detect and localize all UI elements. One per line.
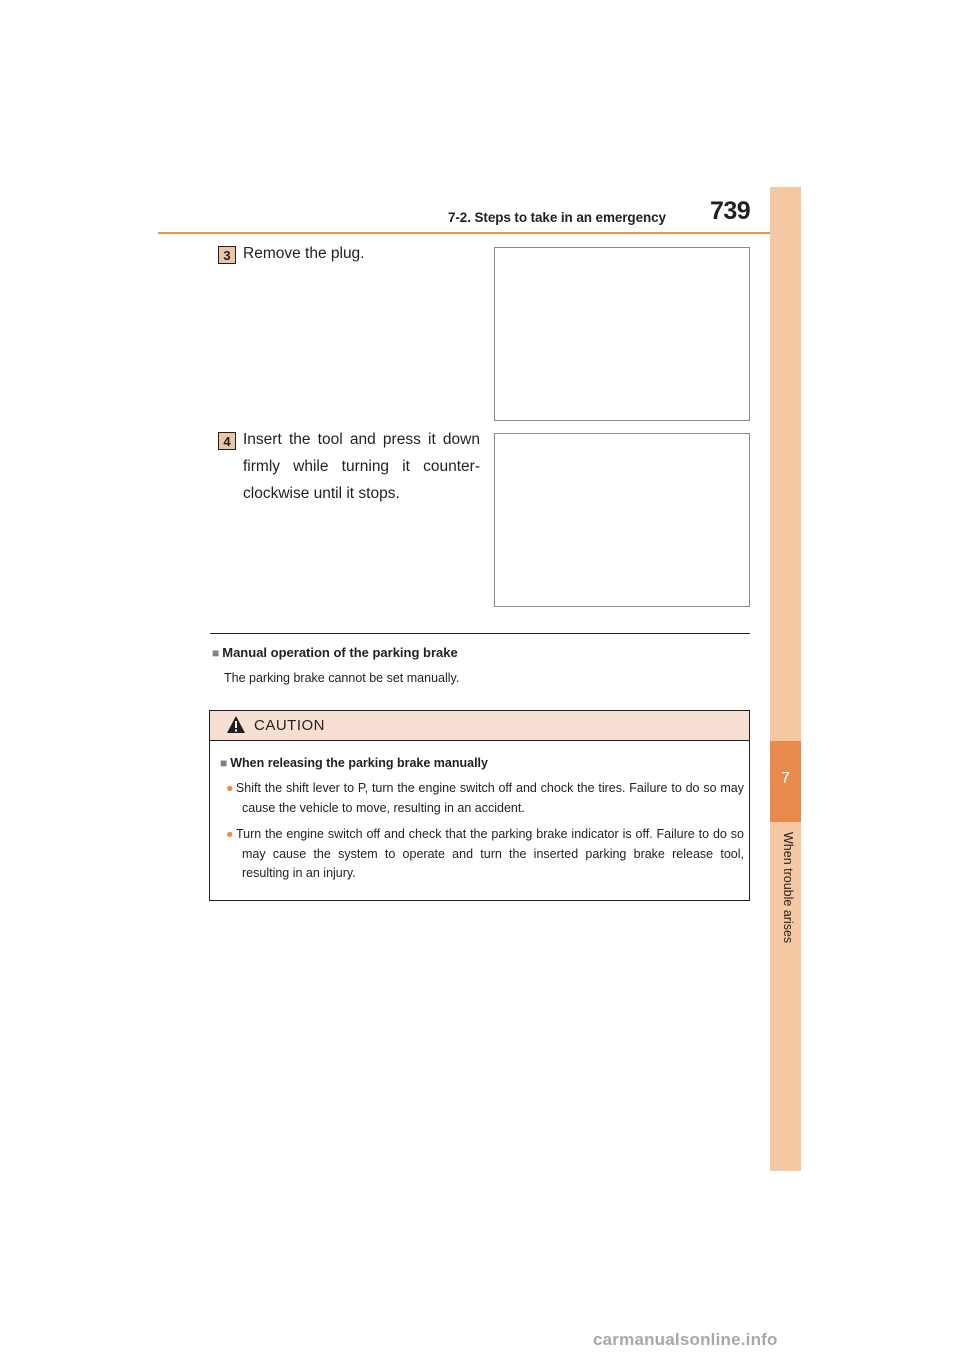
step-3-illustration	[494, 247, 750, 421]
chapter-tab-strip	[770, 187, 801, 1171]
page-number: 739	[710, 197, 751, 225]
step-4-illustration	[494, 433, 750, 607]
note-heading: ■ Manual operation of the parking brake	[212, 645, 458, 660]
caution-header	[210, 711, 749, 741]
step-number-3: 3	[218, 246, 236, 264]
caution-subheading: ■ When releasing the parking brake manually	[220, 756, 488, 770]
step-text-4: Insert the tool and press it down firmly while turning it counter-clockwise until it stops.	[243, 431, 480, 502]
caution-bullet: ● Shift the shift lever to P, turn the engine switch off and chock the tires. Failure to do so may cause the vehicle to move, resulting in an accident.	[226, 781, 744, 815]
section-title: 7-2. Steps to take in an emergency	[448, 210, 666, 225]
bullet-dot-icon: ●	[226, 827, 234, 841]
chapter-label: When trouble arises	[781, 832, 795, 944]
note-body: The parking brake cannot be set manually.	[224, 671, 460, 685]
step-text-3: Remove the plug.	[243, 245, 365, 262]
header-rule	[158, 232, 770, 234]
square-bullet-icon: ■	[220, 756, 228, 770]
note-divider	[210, 633, 750, 634]
step-number-4: 4	[218, 432, 236, 450]
caution-bullet: ● Turn the engine switch off and check that the parking brake indicator is off. Failure to do so may cause the system to operate and turn the inserted parking brake release tool, resulting in an injury.	[226, 827, 744, 880]
watermark: carmanualsonline.info	[593, 1330, 778, 1349]
caution-title: CAUTION	[254, 717, 325, 734]
caution-box	[209, 710, 750, 901]
warning-triangle-icon	[226, 715, 246, 734]
chapter-number: 7	[781, 770, 790, 787]
square-bullet-icon: ■	[212, 646, 220, 660]
bullet-dot-icon: ●	[226, 781, 234, 795]
